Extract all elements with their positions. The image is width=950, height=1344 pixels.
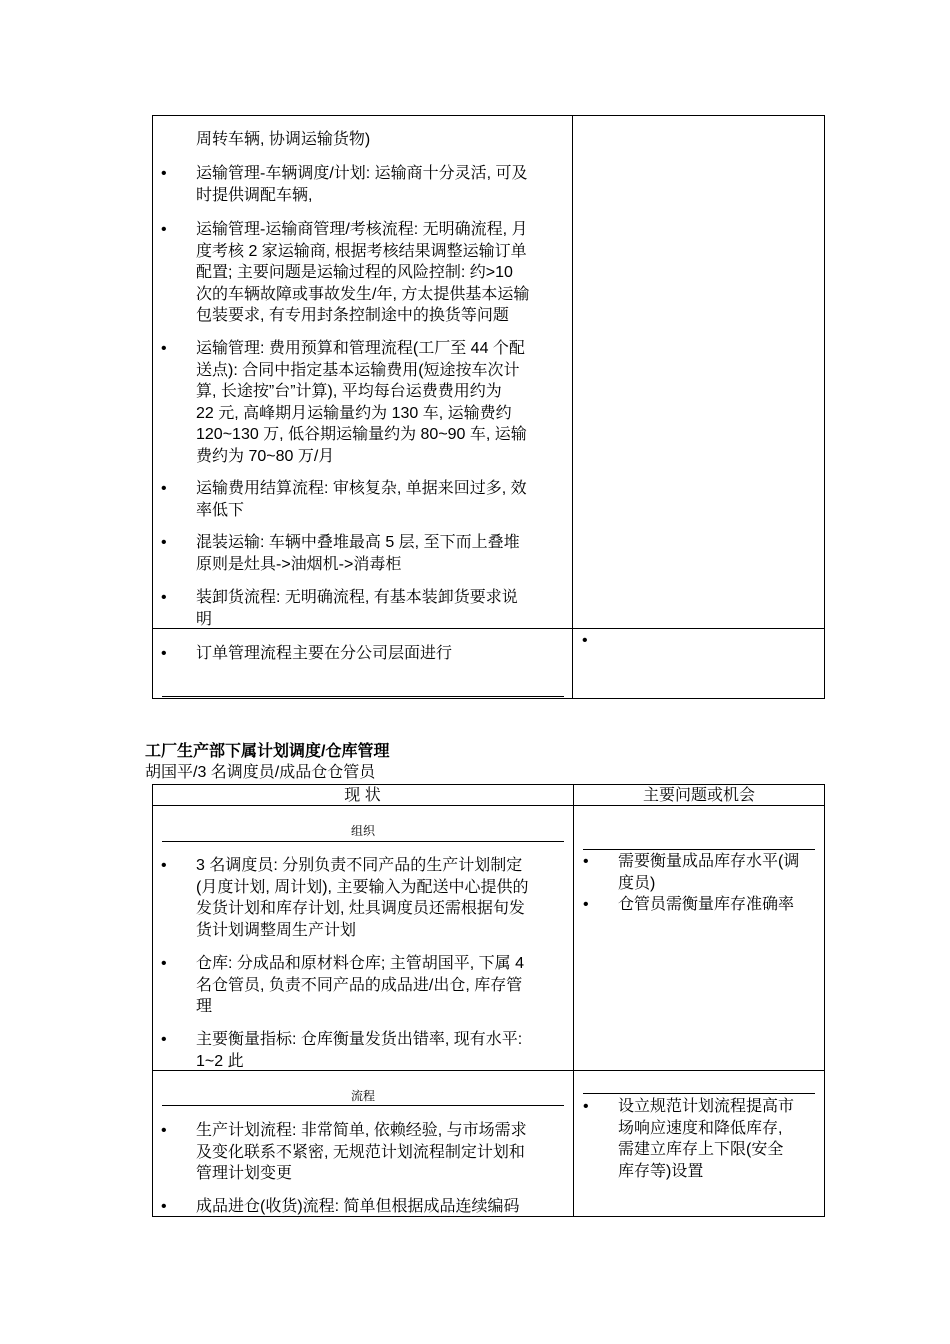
process-label-underline — [162, 1105, 564, 1106]
bullet-icon: • — [161, 1122, 167, 1139]
bullet-icon: • — [582, 632, 588, 649]
bullet-icon: • — [161, 221, 167, 238]
bullet-icon: • — [161, 534, 167, 551]
section-subtitle: 胡国平/3 名调度员/成品仓仓管员 — [145, 764, 376, 781]
process-issues-rule — [583, 1093, 815, 1094]
org-label-underline — [162, 841, 564, 842]
bullet-icon: • — [161, 340, 167, 357]
bullet-icon: • — [161, 1198, 167, 1215]
org-issues-rule — [583, 849, 815, 850]
table1-col-divider — [572, 115, 573, 699]
org-label: 组织 — [350, 824, 375, 838]
bullet-icon: • — [161, 480, 167, 497]
bullet-icon: • — [161, 165, 167, 182]
column-header-issues: 主要问题或机会 — [642, 787, 755, 804]
bullet-icon: • — [583, 853, 589, 870]
table2-col-divider — [573, 784, 574, 1217]
bullet-icon: • — [161, 857, 167, 874]
bullet-icon: • — [583, 896, 589, 913]
bullet-icon: • — [161, 955, 167, 972]
table1-underline — [162, 696, 564, 697]
section-title: 工厂生产部下属计划调度/仓库管理 — [145, 743, 390, 760]
column-header-status: 现 状 — [344, 787, 381, 804]
table1-continued-text: 周转车辆, 协调运输货物) — [196, 131, 371, 148]
bullet-icon: • — [161, 645, 167, 662]
bullet-icon: • — [161, 1031, 167, 1048]
bullet-icon: • — [161, 589, 167, 606]
process-label: 流程 — [350, 1089, 375, 1103]
bullet-icon: • — [583, 1098, 589, 1115]
